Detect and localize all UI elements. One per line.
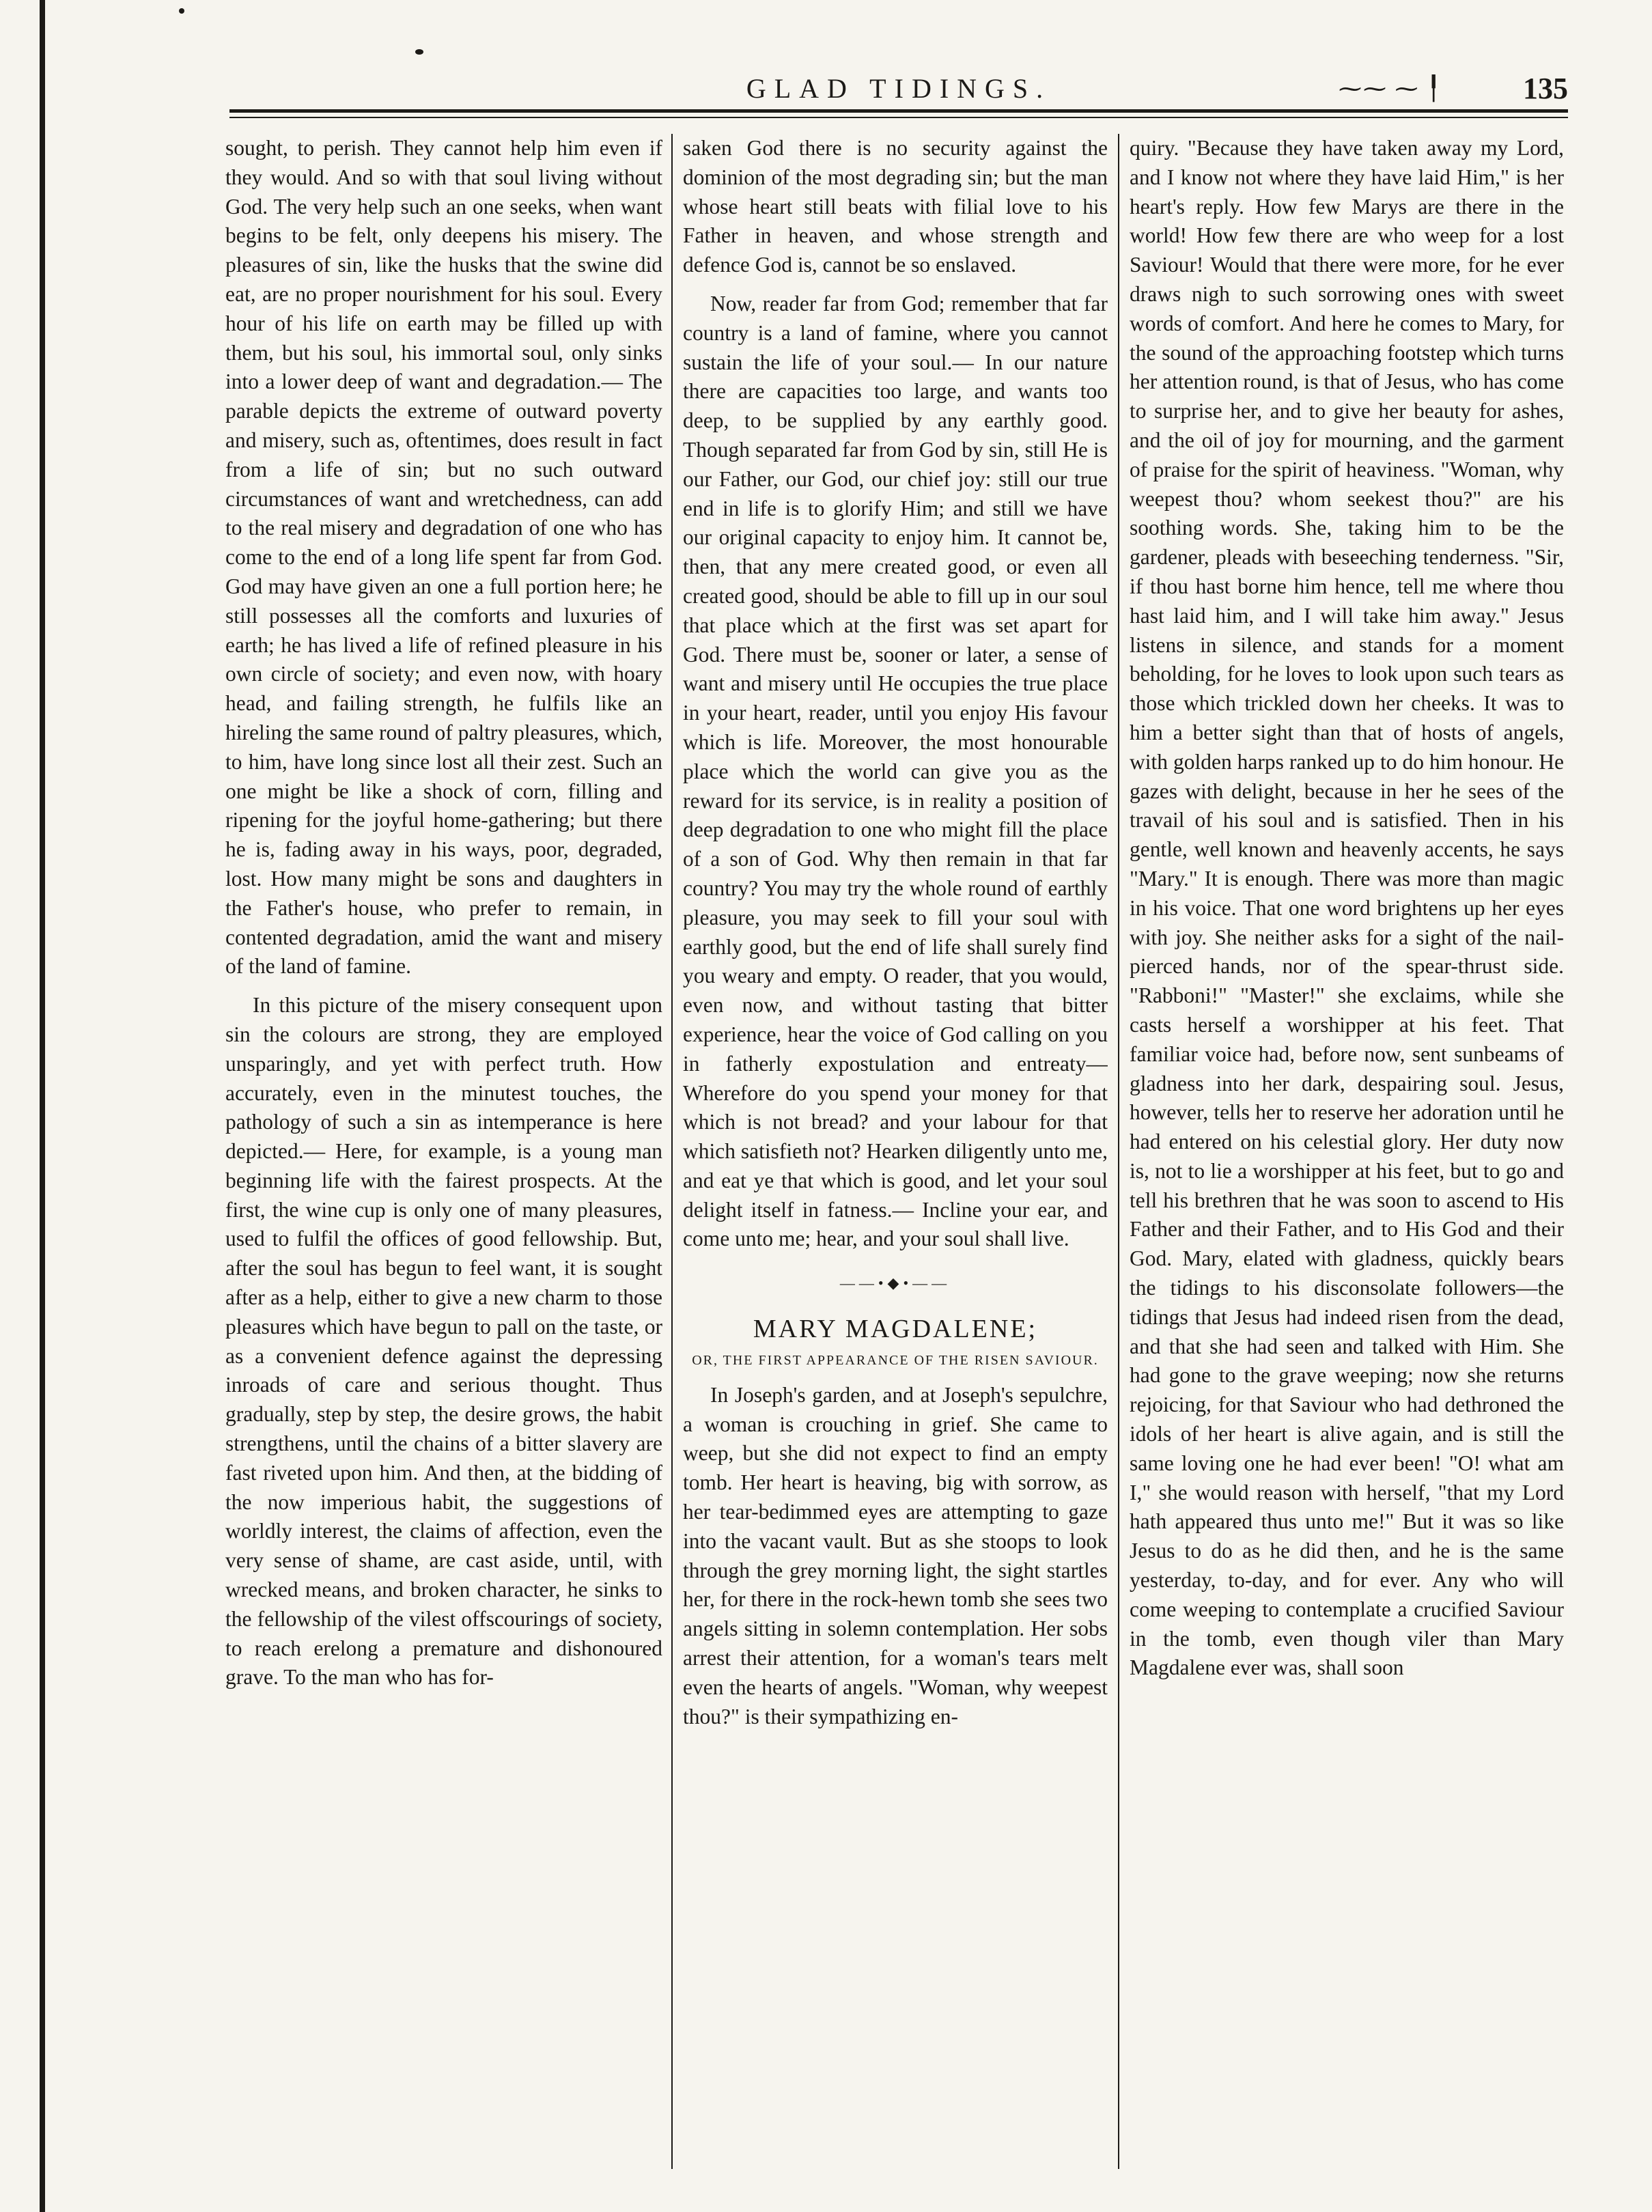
section-divider-ornament: ——•◆•—— — [839, 1274, 951, 1292]
running-header — [229, 60, 1568, 108]
column-divider — [1118, 134, 1119, 2169]
header-rule — [229, 109, 1568, 113]
header-ornament: ⁓⁓ ⁓ ╿ — [1339, 76, 1442, 102]
print-speck — [415, 49, 423, 55]
column-3 — [1130, 134, 1564, 2169]
paragraph: quiry. "Because they have taken away my Lord, and I know not where they have laid Him," is her heart's reply. How few Marys are there in the world! How few there are who weep for a lost Saviour! Would that there were more, for he ever draws nigh to such sorrowing ones with sweet words of comfort. And here he comes to Mary, for the sound of the approaching footstep which turns her attention round, is that of Jesus, who has come to surprise her, and to give her beauty for ashes, and the oil of joy for mourning, and the garment of praise for the spirit of heaviness. "Woman, why weepest thou? whom seekest thou?" are his soothing words. She, taking him to be the gardener, pleads with beseeching tenderness. "Sir, if thou hast borne him hence, tell me where thou hast laid him, and I will take him away." Jesus listens in silence, and stands for a moment beholding, for he loves to look upon such tears as those which trickled down her cheeks. It was to him a better sight than that of hosts of angels, with golden harps ranked up to do him honour. He gazes with delight, because in her he sees of the travail of his soul and is satisfied. Then in his gentle, well known and heavenly accents, he says "Mary." It is enough. There was more than magic in his voice. That one word brightens up her eyes with joy. She neither asks for a sight of the nail-pierced hands, nor of the spear-thrust side. "Rabboni!" "Master!" she exclaims, while she casts herself a worshipper at his feet. That familiar voice had, before now, sent sunbeams of gladness into her dark, despairing soul. Jesus, however, tells her to reserve her adoration until he had entered on his celestial glory. Her duty now is, not to lie a worshipper at his feet, but to go and tell his brethren that he was soon to ascend to His Father and their Father, and to His God and their God. Mary, elated with gladness, quickly bears the tidings to his disconsolate followers—the tidings that Jesus had indeed risen from the dead, and that she had seen and talked with Him. She had gone to the grave weeping; now she returns rejoicing, for that Saviour who had dethroned the idols of her heart is alive again, and is still the same loving one he had ever been! "O! what am I," she would reason with herself, "that my Lord hath appeared thus unto me!" But it was so like Jesus to do as he did then, and he is the same yesterday, to-day, and for ever. Any who will come weeping to contemplate a crucified Saviour in the tomb, even though viler than Mary Magdalene ever was, shall soon — [1130, 136, 1564, 1680]
column-divider — [671, 134, 673, 2169]
paragraph: In this picture of the misery consequent upon sin the colours are strong, they are employed unsparingly, and yet with perfect truth. How accurately, even in the minutest touches, the pathology of such a sin as intemperance is here depicted.— Here, for example, is a young man beginning life with the fairest prospects. At the first, the wine cup is only one of many pleasures, used to fulfil the offices of good fellowship. But, after the soul has begun to feel want, it is sought after as a help, either to give a new charm to those pleasures which have begun to pall on the taste, or as a convenient defence against the depressing inroads of care and serious thought. Thus gradually, step by step, the desire grows, the habit strengthens, until the chains of a bitter slavery are fast riveted upon him. And then, at the bidding of the now imperious habit, the suggestions of worldly interest, the claims of affection, even the very sense of shame, are cast aside, until, with wrecked means, and broken character, he sinks to the fellowship of the vilest offscourings of society, to reach erelong a premature and dishonoured grave. To the man who has for- — [225, 993, 662, 1690]
column-1 — [225, 134, 662, 2169]
paragraph: saken God there is no security against the dominion of the most degrading sin; but the man whose heart still beats with filial love to his Father in heaven, and whose strength and defence God is, cannot be so enslaved. — [683, 136, 1108, 277]
header-title: GLAD TIDINGS. — [746, 73, 1052, 104]
column-2 — [683, 134, 1108, 2169]
article-title: MARY MAGDALENE; — [753, 1315, 1038, 1344]
print-speck — [179, 8, 184, 14]
article-subtitle: OR, THE FIRST APPEARANCE OF THE RISEN SAVIOUR. — [692, 1352, 1099, 1368]
page-number: 135 — [1523, 72, 1568, 105]
paragraph: sought, to perish. They cannot help him even if they would. And so with that soul living without God. The very help such an one seeks, when want begins to be felt, only deepens his misery. The pleasures of sin, like the husks that the swine did eat, are no proper nourishment for his soul. Every hour of his life on earth may be filled up with them, but his soul, his immortal soul, only sinks into a lower deep of want and degradation.— The parable depicts the extreme of outward poverty and misery, such as, oftentimes, does result in fact from a life of sin; but no such outward circumstances of want and wretchedness, can add to the real misery and degradation of one who has come to the end of a long life spent far from God. God may have given an one a full portion here; he still possesses all the comforts and luxuries of earth; he has lived a life of refined pleasure in his own circle of society; and even now, with hoary head, and failing strength, he fulfils like an hireling the same round of paltry pleasures, which, to him, have long since lost all their zest. Such an one might be like a shock of corn, filling and ripening for the joyful home-gathering; but there he is, fading away in his ways, poor, degraded, lost. How many might be sons and daughters in the Father's house, who prefer to remain, in contented degradation, amid the want and misery of the land of famine. — [225, 136, 662, 979]
page-edge-bar — [40, 0, 45, 2212]
paragraph: Now, reader far from God; remember that far country is a land of famine, where you cannot sustain the life of your soul.— In our nature there are capacities too large, and wants too deep, to be supplied by any earthly good. Though separated far from God by sin, still He is our Father, our God, our chief joy: still our true end in life is to glorify Him; and still we have our original capacity to enjoy him. It cannot be, then, that any mere created good, or even all created good, should be able to fill up in our soul that place which at the first was set apart for God. There must be, sooner or later, a sense of want and misery until He occupies the true place in your heart, reader, until you enjoy His favour which is life. Moreover, the most honourable place which the world can give you as the reward for its service, is in reality a position of deep degradation to one who might fill the place of a son of God. Why then remain in that far country? You may try the whole round of earthly pleasure, you may seek to fill your soul with earthly good, but the end of life shall surely find you weary and empty. O reader, that you would, even now, and without tasting that bitter experience, hear the voice of God calling on you in fatherly expostulation and entreaty—Wherefore do you spend your money for that which is not bread? and your labour for that which satisfieth not? Hearken diligently unto me, and eat ye that which is good, and let your soul delight itself in fatness.— Incline your ear, and come unto me; hear, and your soul shall live. — [683, 291, 1108, 1251]
paragraph: In Joseph's garden, and at Joseph's sepulchre, a woman is crouching in grief. She came to weep, but she did not expect to find an empty tomb. Her heart is heaving, big with sorrow, as her tear-bedimmed eyes are attempting to gaze into the vacant vault. But as she stoops to look through the grey morning light, the sight startles her, for there in the rock-hewn tomb she sees two angels sitting in solemn contemplation. Her sobs arrest their attention, for a woman's tears melt even the hearts of angels. "Woman, why weepest thou?" is their sympathizing en- — [683, 1382, 1108, 1728]
header-rule-thin — [229, 117, 1568, 118]
